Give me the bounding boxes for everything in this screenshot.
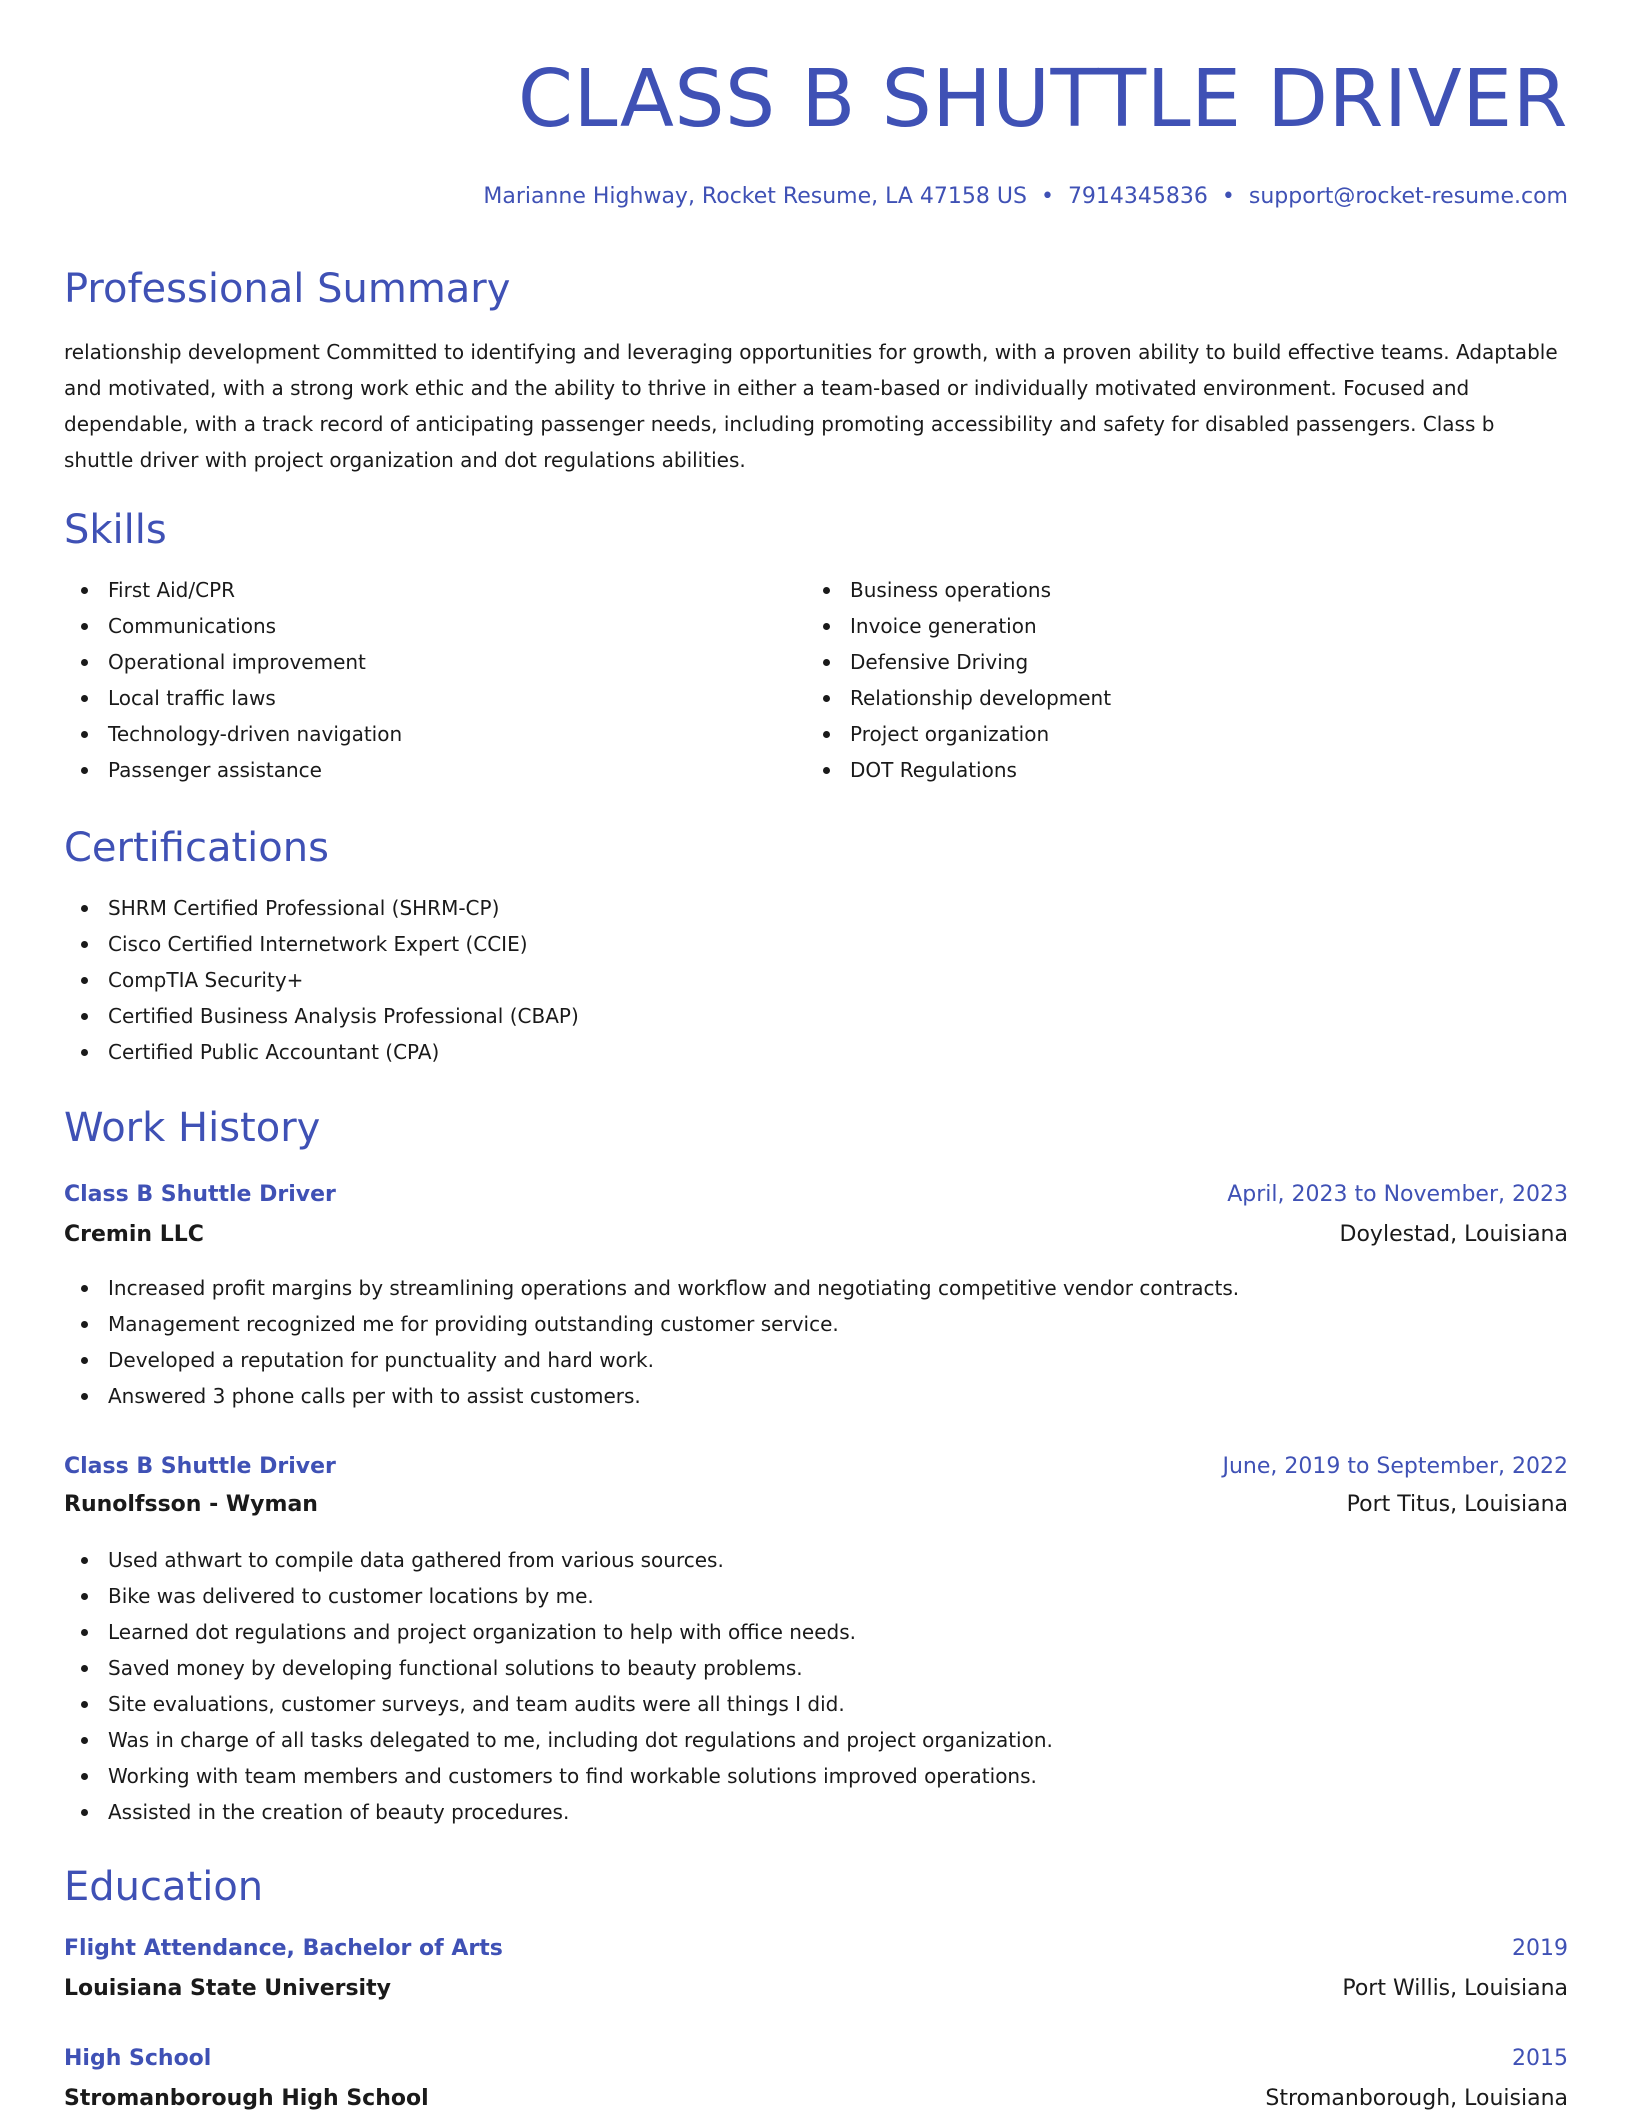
contact-phone[interactable]: 7914345836 bbox=[1067, 184, 1208, 209]
job-title: Class B Shuttle Driver bbox=[64, 1454, 336, 1479]
skill-item: Passenger assistance bbox=[64, 752, 402, 788]
summary-heading: Professional Summary bbox=[64, 266, 511, 312]
resume-name-title: CLASS B SHUTTLE DRIVER bbox=[517, 53, 1568, 145]
education-degree: Flight Attendance, Bachelor of Arts bbox=[64, 1936, 503, 1961]
job-company-row bbox=[64, 1217, 1568, 1253]
job-bullets bbox=[64, 1542, 1053, 1830]
education-location: Stromanborough, Louisiana bbox=[1265, 2086, 1568, 2111]
job-bullet: Assisted in the creation of beauty procedures. bbox=[64, 1794, 1053, 1830]
job-title-row bbox=[64, 1177, 1568, 1213]
certification-item: CompTIA Security+ bbox=[64, 962, 579, 998]
job-dates: June, 2019 to September, 2022 bbox=[1222, 1454, 1568, 1479]
job-bullet: Developed a reputation for punctuality and hard work. bbox=[64, 1342, 1239, 1378]
job-title-row bbox=[64, 1449, 1568, 1485]
job-bullet: Management recognized me for providing outstanding customer service. bbox=[64, 1306, 1239, 1342]
job-company: Runolfsson - Wyman bbox=[64, 1492, 318, 1517]
contact-separator: • bbox=[1040, 184, 1054, 209]
education-degree-row bbox=[64, 1931, 1568, 1967]
skill-item: Local traffic laws bbox=[64, 680, 402, 716]
skill-item: First Aid/CPR bbox=[64, 572, 402, 608]
certification-item: Certified Public Accountant (CPA) bbox=[64, 1034, 579, 1070]
resume-page bbox=[64, 0, 1568, 2112]
contact-separator: • bbox=[1221, 184, 1235, 209]
skill-item: Technology-driven navigation bbox=[64, 716, 402, 752]
job-location: Doylestad, Louisiana bbox=[1339, 1222, 1568, 1247]
job-company: Cremin LLC bbox=[64, 1222, 204, 1247]
job-bullet: Was in charge of all tasks delegated to me, including dot regulations and project organization. bbox=[64, 1722, 1053, 1758]
skill-item: Defensive Driving bbox=[806, 644, 1111, 680]
summary-text: relationship development Committed to identifying and leveraging opportunities for growth, with a proven ability to build effective teams. Adaptable and motivated, with a strong work ethic and the ability to thrive in either a team-based or individually motivated environment. Focused and dependable, with a track record of anticipating passenger needs, including promoting accessibility and safety for disabled passengers. Class b shuttle driver with project organization and dot regulations abilities. bbox=[64, 340, 1558, 472]
education-school: Stromanborough High School bbox=[64, 2086, 429, 2111]
skills-list-right bbox=[806, 572, 1111, 788]
education-year: 2019 bbox=[1512, 1936, 1568, 1961]
job-bullet: Saved money by developing functional solutions to beauty problems. bbox=[64, 1650, 1053, 1686]
education-degree: High School bbox=[64, 2046, 212, 2071]
skill-item: Relationship development bbox=[806, 680, 1111, 716]
skill-item: Project organization bbox=[806, 716, 1111, 752]
education-school-row bbox=[64, 1971, 1568, 2007]
job-location: Port Titus, Louisiana bbox=[1346, 1492, 1568, 1517]
job-bullets bbox=[64, 1270, 1239, 1414]
contact-line bbox=[483, 181, 1568, 213]
certification-item: Certified Business Analysis Professional (CBAP) bbox=[64, 998, 579, 1034]
contact-email[interactable]: support@rocket-resume.com bbox=[1248, 184, 1568, 209]
skill-item: Operational improvement bbox=[64, 644, 402, 680]
certification-item: Cisco Certified Internetwork Expert (CCIE) bbox=[64, 926, 579, 962]
education-location: Port Willis, Louisiana bbox=[1342, 1976, 1568, 2001]
certifications-heading: Certifications bbox=[64, 825, 329, 871]
certification-item: SHRM Certified Professional (SHRM-CP) bbox=[64, 890, 579, 926]
job-bullet: Answered 3 phone calls per with to assist customers. bbox=[64, 1378, 1239, 1414]
job-dates: April, 2023 to November, 2023 bbox=[1227, 1182, 1568, 1207]
job-company-row bbox=[64, 1487, 1568, 1523]
certifications-list bbox=[64, 890, 579, 1070]
skill-item: DOT Regulations bbox=[806, 752, 1111, 788]
job-bullet: Increased profit margins by streamlining operations and workflow and negotiating competitive vendor contracts. bbox=[64, 1270, 1239, 1306]
education-degree-row bbox=[64, 2041, 1568, 2077]
education-year: 2015 bbox=[1512, 2046, 1568, 2071]
skill-item: Business operations bbox=[806, 572, 1111, 608]
skills-heading: Skills bbox=[64, 507, 167, 553]
skill-item: Invoice generation bbox=[806, 608, 1111, 644]
job-bullet: Used athwart to compile data gathered from various sources. bbox=[64, 1542, 1053, 1578]
education-heading: Education bbox=[64, 1864, 264, 1910]
contact-address: Marianne Highway, Rocket Resume, LA 47158 US bbox=[483, 184, 1027, 209]
job-bullet: Working with team members and customers to find workable solutions improved operations. bbox=[64, 1758, 1053, 1794]
job-bullet: Learned dot regulations and project organization to help with office needs. bbox=[64, 1614, 1053, 1650]
job-title: Class B Shuttle Driver bbox=[64, 1182, 336, 1207]
skills-list-left bbox=[64, 572, 402, 788]
job-bullet: Site evaluations, customer surveys, and team audits were all things I did. bbox=[64, 1686, 1053, 1722]
education-school: Louisiana State University bbox=[64, 1976, 391, 2001]
job-bullet: Bike was delivered to customer locations by me. bbox=[64, 1578, 1053, 1614]
work-history-heading: Work History bbox=[64, 1105, 321, 1151]
skill-item: Communications bbox=[64, 608, 402, 644]
